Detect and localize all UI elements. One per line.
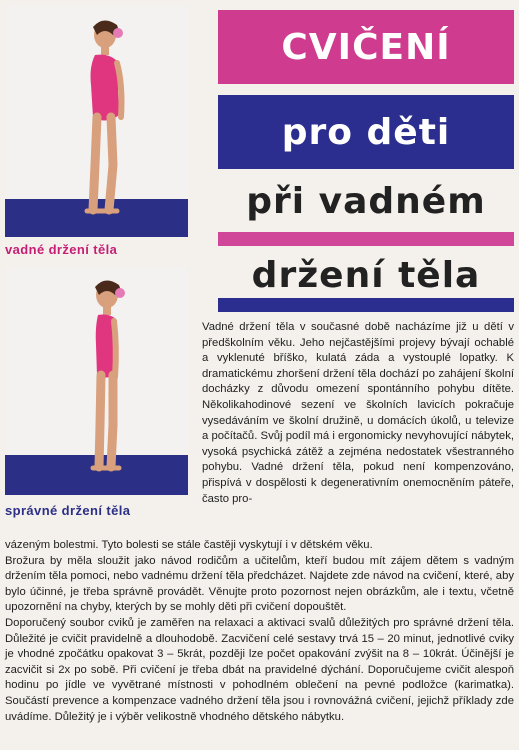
title-block-1 [218, 10, 514, 84]
girl-figure-correct-posture [5, 267, 188, 495]
title-block-2 [218, 95, 514, 169]
photo-poor-posture [5, 5, 188, 237]
paragraph-intro: Vadné držení těla v současné době nacházíme již u dětí v předškolním věku. Jeho nejčastějšími projevy bývají ochablé a vyklenuté bříško, kulatá záda a vystouplé lopatky. K dramatickému zhoršení držení těla dochází po zahájení školní docházky z důvodu omezení spontánního pohybu dítěte. Několikahodinové sezení ve školních lavicích pokračuje vysedáváním ve školní družině, u domácích úkolů, u televize a počítačů. Svůj podíl má i ergonomicky nevyhovující nábytek, vysoká psychická zátěž a zejména nedostatek všestranného pohybu. Vadné držení těla, pokud není kompenzováno, přispívá v dospělosti k degenerativním onemocněním páteře, často pro- [202, 321, 514, 505]
title-line-4: držení těla [251, 254, 481, 296]
caption-poor-posture: vadné držení těla [5, 242, 118, 257]
blue-divider [218, 298, 514, 312]
title-line-1: CVIČENÍ [281, 26, 451, 68]
photo-correct-posture [5, 267, 188, 495]
title-line-2: pro děti [281, 111, 451, 153]
pink-divider [218, 232, 514, 246]
caption-correct-posture: správné držení těla [5, 503, 131, 518]
intro-column [202, 320, 514, 507]
paragraph-brochure: Brožura by měla sloužit jako návod rodičům a učitelům, kteří budou mít zájem dětem s vadným držením těla pomoci, nebo vadnému držení těla předcházet. Najdete zde návod na cvičení, které, aby bylo účinné, je třeba správně provádět. Věnujte proto pozornost nejen obrázkům, ale i textu, včetně upozornění na chyby, kterých by se mohly děti při cvičení dopouštět. [5, 554, 514, 614]
paragraph-intro-continued: vázeným bolestmi. Tyto bolesti se stále častěji vyskytují i v dětském věku. [5, 539, 373, 551]
girl-figure-poor-posture [5, 5, 188, 237]
full-width-text [5, 538, 514, 725]
paragraph-exercises: Doporučený soubor cviků je zaměřen na relaxaci a aktivaci svalů důležitých pro správné držení těla. Důležité je cvičit pravidelně a dlouhodobě. Zacvičení celé sestavy trvá 15 – 20 minut, jednotlivé cviky je vhodné zpočátku opakovat 3 – 5krát, později lze počet opakování zvýšit na 8 – 10krát. Účinější je zacvičit si 2x po sobě. Při cvičení je třeba dbát na pravidelné dýchání. Doporučujeme cvičit alespoň hodinu po jídle ve vyvětrané místnosti v pohodlném oblečení na pevné podložce (karimatka). Součástí prevence a kompenzace vadného držení těla jsou i rovnovážná cvičení, jejichž příklady zde uvádíme. Důležitý je i výběr velikostně vhodného dětského nábytku. [5, 616, 514, 723]
title-line-3: při vadném [246, 180, 486, 222]
title-block-3 [218, 170, 514, 232]
title-block-4 [218, 250, 514, 300]
